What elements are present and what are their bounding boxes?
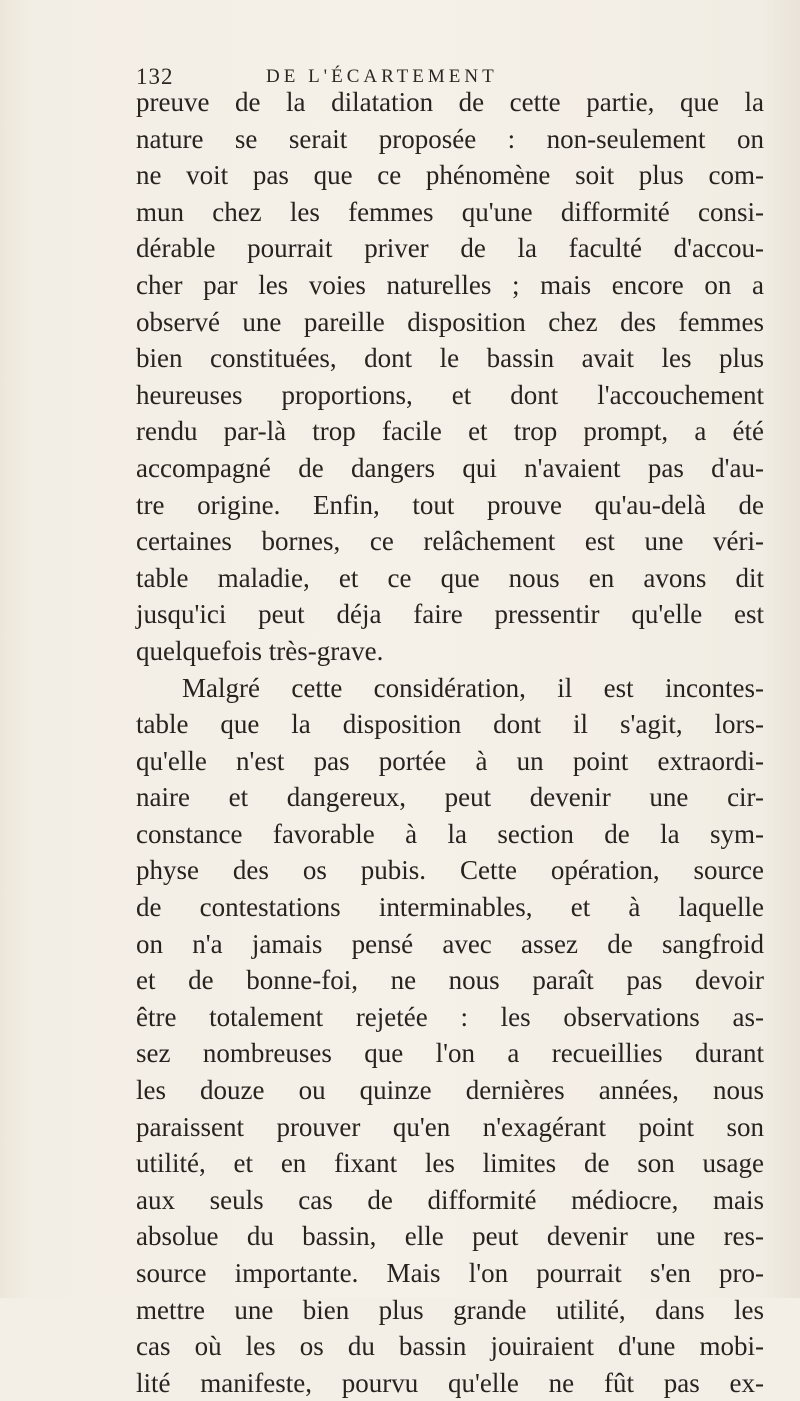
text-line: utilité, et en fixant les limites de son usage: [136, 1148, 764, 1179]
text-line: nature se serait proposée : non-seulement on: [136, 123, 764, 154]
page-number: 132: [136, 64, 174, 89]
running-title: DE L'ÉCARTEMENT: [266, 66, 498, 87]
text-line: bien constituées, dont le bassin avait les plus: [136, 343, 764, 374]
body-text: [136, 84, 764, 1401]
text-line: cas où les os du bassin jouiraient d'une mobi-: [136, 1331, 764, 1362]
text-line: mun chez les femmes qu'une difformité consi-: [136, 196, 764, 227]
text-line: naire et dangereux, peut devenir une cir-: [136, 782, 764, 813]
text-line: qu'elle n'est pas portée à un point extraordi-: [136, 745, 764, 776]
text-line: constance favorable à la section de la sym-: [136, 818, 764, 849]
text-line: mettre une bien plus grande utilité, dans les: [136, 1294, 764, 1325]
text-line: ne voit pas que ce phénomène soit plus com-: [136, 160, 764, 191]
text-line: table que la disposition dont il s'agit, lors-: [136, 709, 764, 740]
text-line: paraissent prouver qu'en n'exagérant point son: [136, 1111, 764, 1142]
text-line: observé une pareille disposition chez des femmes: [136, 306, 764, 337]
text-line: être totalement rejetée : les observations as-: [136, 1001, 764, 1032]
text-line: tre origine. Enfin, tout prouve qu'au-delà de: [136, 489, 764, 520]
text-line: absolue du bassin, elle peut devenir une res-: [136, 1221, 764, 1252]
text-line: accompagné de dangers qui n'avaient pas d'au-: [136, 452, 764, 483]
text-line: physe des os pubis. Cette opération, source: [136, 855, 764, 886]
text-line: heureuses proportions, et dont l'accouchement: [136, 379, 764, 410]
paragraph-start-line: Malgré cette considération, il est incontes-: [182, 672, 764, 703]
text-line: rendu par-là trop facile et trop prompt, a été: [136, 416, 764, 447]
paragraph-end-line: quelquefois très-grave.: [136, 635, 384, 666]
text-line: on n'a jamais pensé avec assez de sangfroid: [136, 928, 764, 959]
text-line: sez nombreuses que l'on a recueillies durant: [136, 1038, 764, 1069]
text-line: certaines bornes, ce relâchement est une véri-: [136, 526, 764, 557]
text-line: et de bonne-foi, ne nous paraît pas devoir: [136, 965, 764, 996]
text-line: de contestations interminables, et à laquelle: [136, 892, 764, 923]
text-line: aux seuls cas de difformité médiocre, mais: [136, 1184, 764, 1215]
text-line: table maladie, et ce que nous en avons dit: [136, 562, 764, 593]
text-line: les douze ou quinze dernières années, nous: [136, 1075, 764, 1106]
text-line: dérable pourrait priver de la faculté d'accou-: [136, 233, 764, 264]
text-line: source importante. Mais l'on pourrait s'en pro-: [136, 1258, 764, 1288]
text-line: lité manifeste, pourvu qu'elle ne fût pas ex-: [136, 1367, 764, 1398]
text-line: jusqu'ici peut déja faire pressentir qu'elle est: [136, 599, 764, 630]
text-line: preuve de la dilatation de cette partie, que la: [136, 87, 764, 117]
text-line: cher par les voies naturelles ; mais encore on a: [136, 269, 764, 300]
